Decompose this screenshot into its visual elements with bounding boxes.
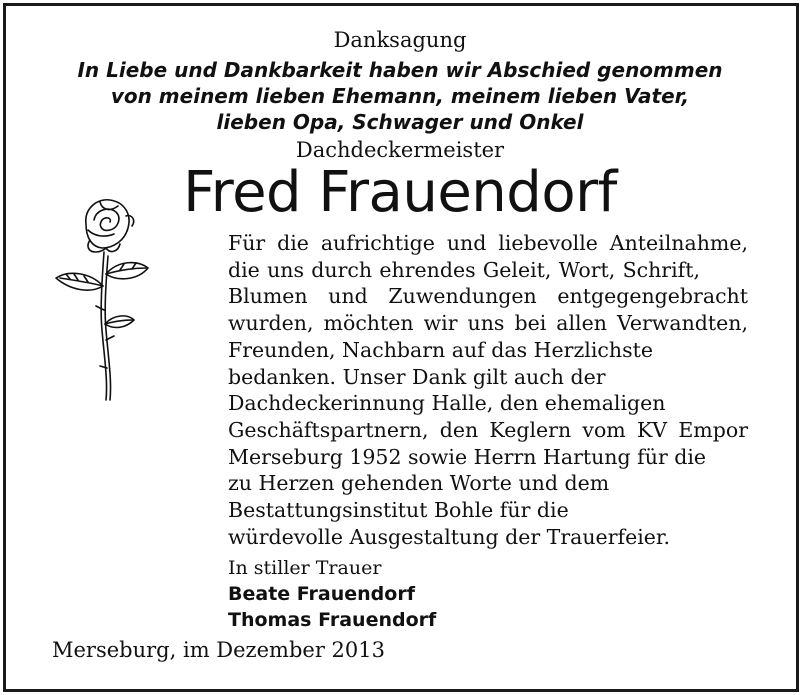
body-line: Freunden, Nachbarn auf das Herzlichste (228, 337, 653, 362)
body-line: Geschäftspartnern, den Keglern vom KV Empor (228, 417, 748, 442)
signature-name-1: Beate Frauendorf (228, 583, 415, 605)
notice-heading: Danksagung (333, 28, 467, 52)
intro-line-1: In Liebe und Dankbarkeit haben wir Abschied genommen (77, 58, 723, 82)
place-date: Merseburg, im Dezember 2013 (52, 638, 385, 662)
body-line: die uns durch ehrendes Geleit, Wort, Schrift, (228, 257, 700, 282)
profession: Dachdeckermeister (295, 138, 505, 162)
body-text (228, 230, 748, 550)
intro-line-2: von meinem lieben Ehemann, meinem lieben Vater, (110, 84, 690, 108)
body-line: Für die aufrichtige und liebevolle Anteilnahme, (228, 231, 748, 255)
rose-icon (48, 190, 168, 410)
body-line: Dachdeckerinnung Halle, den ehemaligen (228, 391, 666, 416)
signature-intro: In stiller Trauer (228, 557, 382, 579)
intro-line-3: lieben Opa, Schwager und Onkel (216, 110, 584, 134)
body-line: würdevolle Ausgestaltung der Trauerfeier. (228, 524, 670, 549)
body-line: bedanken. Unser Dank gilt auch der (228, 364, 606, 389)
body-line: wurden, möchten wir uns bei allen Verwandten, (228, 311, 748, 336)
signature-name-2: Thomas Frauendorf (228, 609, 437, 631)
body-line: Bestattungsinstitut Bohle für die (228, 498, 569, 523)
body-line: Blumen und Zuwendungen entgegengebracht (228, 284, 748, 309)
body-line: Merseburg 1952 sowie Herrn Hartung für die (228, 444, 707, 469)
body-line: zu Herzen gehenden Worte und dem (228, 471, 610, 496)
deceased-name: Fred Frauendorf (183, 160, 617, 225)
